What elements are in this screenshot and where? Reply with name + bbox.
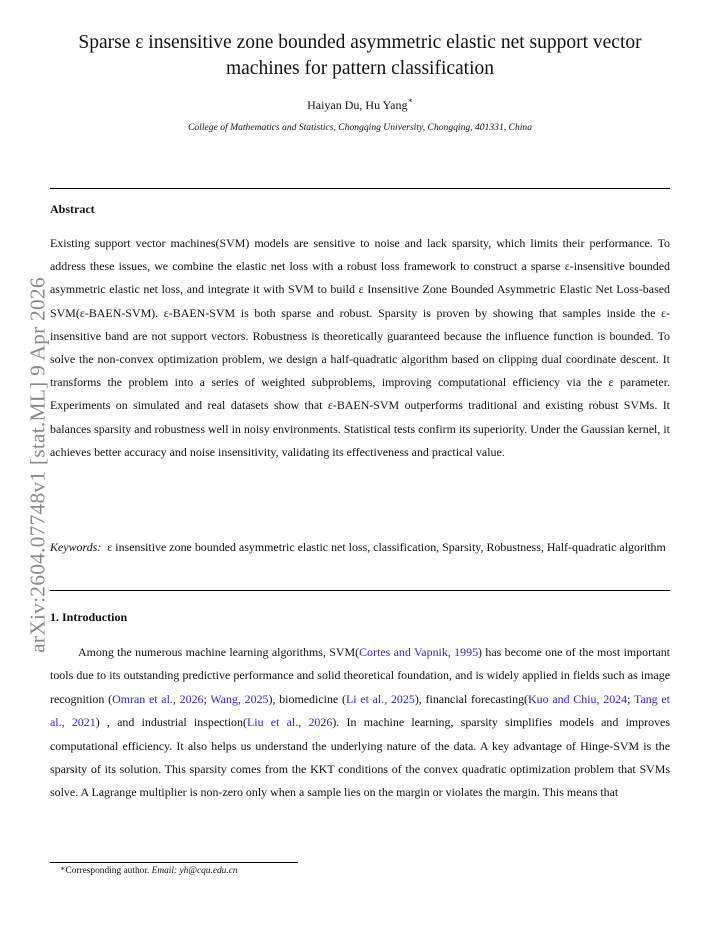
citation-link[interactable]: Kuo and Chiu, 2024: [528, 691, 628, 706]
affiliation: College of Mathematics and Statistics, Chongqing University, Chongqing, 401331, China: [187, 122, 533, 133]
intro-text: ). In machine learning, sparsity simplifies models and improves computational efficiency. It also helps us understand the underlying nature of the data. A key advantage of Hinge-SVM is the sparsity of its solution. This sparsity comes from the KKT conditions of the convex quadratic optimization problem that SVMs solve. A Lagrange multiplier is non-zero only when a sample lies on the margin or violates the margin. This means that: [50, 715, 670, 800]
title-line-1: Sparse ε insensitive zone bounded asymmetric elastic net support vector: [78, 32, 642, 53]
abstract-top-rule: [50, 188, 670, 189]
introduction-paragraph: [50, 641, 670, 805]
intro-text: ) has become one of the most important tools due to its outstanding predictive performance and solid theoretical foundation, and is widely applied in fields such as image recognition (: [50, 645, 670, 706]
intro-text: ), financial forecasting(: [414, 691, 529, 706]
arxiv-identifier: arXiv:2604.07748v1 [stat.ML] 9 Apr 2026: [25, 277, 50, 653]
citation-link[interactable]: Liu et al., 2026: [246, 715, 333, 730]
citation-link[interactable]: Li et al., 2025: [345, 691, 415, 706]
abstract-heading: Abstract: [50, 202, 95, 216]
authors-text: Haiyan Du, Hu Yang: [307, 98, 408, 112]
intro-text: ), biomedicine (: [268, 691, 346, 706]
keywords-text: ε insensitive zone bounded asymmetric elastic net loss, classification, Sparsity, Robustness, Half-quadratic algorithm: [107, 540, 666, 554]
citation-separator: ;: [203, 691, 211, 706]
intro-text: Among the numerous machine learning algorithms, SVM(: [78, 645, 360, 659]
corresponding-author-mark: ∗: [407, 96, 413, 105]
citation-link[interactable]: Cortes and Vapnik, 1995: [359, 645, 479, 659]
citation-separator: ;: [627, 691, 634, 706]
abstract-bottom-rule: [50, 590, 670, 591]
keywords-label: Keywords:: [50, 540, 102, 554]
introduction-body: [50, 641, 670, 805]
abstract-text: Existing support vector machines(SVM) models are sensitive to noise and lack sparsity, which limits their performance. To address these issues, we combine the elastic net loss with a robust loss framework to construct a sparse ε-insensitive bounded asymmetric elastic net loss, and integrate it with SVM to build ε Insensitive Zone Bounded Asymmetric Elastic Net Loss-based SVM(ε-BAEN-SVM). ε-BAEN-SVM is both sparse and robust. Sparsity is proven by showing that samples inside the ε-insensitive band are not support vectors. Robustness is theoretically guaranteed because the influence function is bounded. To solve the non-convex optimization problem, we design a half-quadratic algorithm based on clipping dual coordinate descent. It transforms the problem into a series of weighted subproblems, improving computational efficiency via the ε parameter. Experiments on simulated and real datasets show that ε-BAEN-SVM outperforms traditional and existing robust SVMs. It balances sparsity and robustness well in noisy environments. Statistical tests confirm its superiority. Under the Gaussian kernel, it achieves better accuracy and noise insensitivity, validating its effectiveness and practical value.: [50, 236, 670, 459]
intro-text: ) , and industrial inspection(: [95, 715, 247, 730]
title-line-2: machines for pattern classification: [225, 58, 495, 79]
footnote: [60, 866, 238, 876]
footnote-email: Email: yh@cqu.edu.cn: [151, 866, 238, 876]
paper-title: [60, 30, 660, 82]
footnote-rule: [50, 862, 298, 863]
section-heading-introduction: 1. Introduction: [50, 610, 128, 624]
citation-link[interactable]: Wang, 2025: [210, 691, 269, 706]
author-list: [60, 98, 660, 113]
citation-link[interactable]: Omran et al., 2026: [112, 691, 204, 706]
keywords: [50, 536, 670, 559]
citation-link[interactable]: Tang et al., 2021: [50, 691, 670, 730]
footnote-label: Corresponding author.: [65, 866, 152, 876]
footnote-mark: ∗: [60, 864, 66, 873]
